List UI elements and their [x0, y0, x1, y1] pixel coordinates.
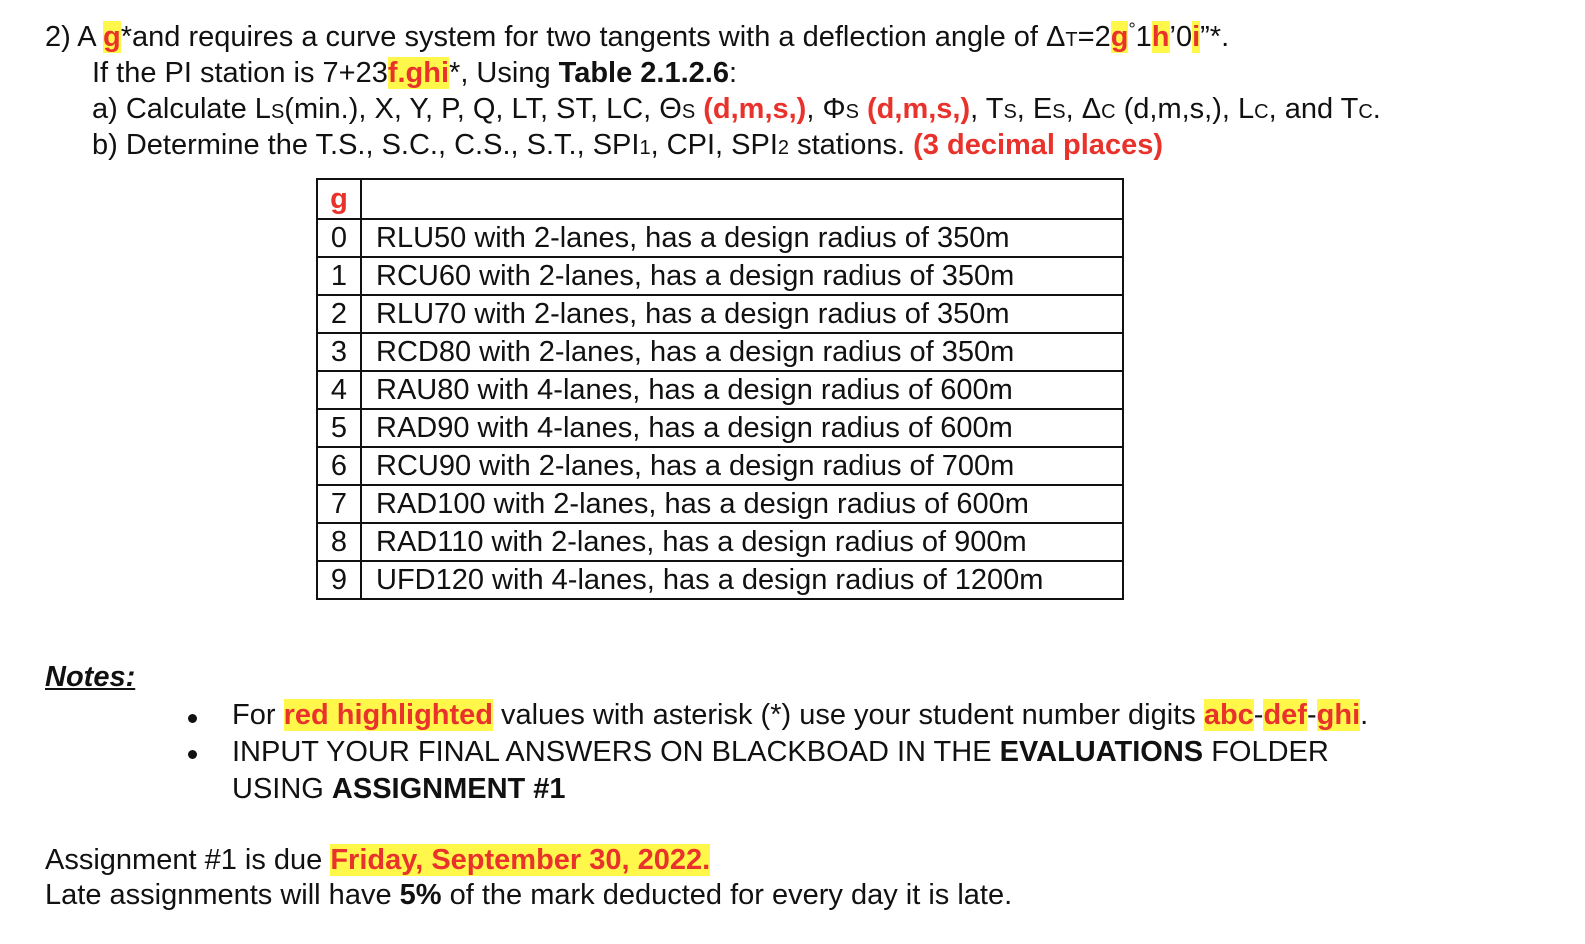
- qa-part: , Φ: [806, 93, 846, 125]
- note-bullet-2-cont: [232, 772, 566, 806]
- qa-sub: C: [1254, 101, 1269, 123]
- q2-prefix: If the PI station is 7+23: [92, 57, 388, 89]
- qa-part: , Δ: [1065, 93, 1102, 125]
- note-bullet-1: [232, 698, 1368, 732]
- digits-abc: abc: [1203, 699, 1254, 731]
- qa-part: , and T: [1268, 93, 1359, 125]
- qa-red-dms: (d,m,s,): [858, 93, 971, 125]
- q1-eq: =2: [1077, 21, 1111, 53]
- table-row: [317, 409, 1123, 447]
- row-description: RCD80 with 2-lanes, has a design radius of 350m: [361, 333, 1123, 371]
- table-header-key: g: [317, 179, 361, 219]
- decimal-places-note: (3 decimal places): [913, 129, 1163, 161]
- var-h: h: [1151, 21, 1170, 53]
- table-row: [317, 371, 1123, 409]
- qa-part: (min.), X, Y, P, Q, LT, ST, LC, Θ: [284, 93, 682, 125]
- row-description: RLU50 with 2-lanes, has a design radius of 350m: [361, 219, 1123, 257]
- row-description: RAD90 with 4-lanes, has a design radius of 600m: [361, 409, 1123, 447]
- qb-tail: stations.: [789, 129, 914, 161]
- qa-sub: S: [1003, 101, 1017, 123]
- row-key: 8: [317, 523, 361, 561]
- qa-part: , T: [970, 93, 1004, 125]
- table-header-value: [361, 179, 1123, 219]
- late-suffix: of the mark deducted for every day it is late.: [441, 879, 1013, 911]
- qa-sub: S: [681, 101, 696, 123]
- q2-mid: *, Using: [449, 57, 559, 89]
- var-fghi: f.ghi: [387, 57, 450, 89]
- q1-prefix: 2) A: [45, 21, 104, 53]
- qa-sub: S: [270, 101, 285, 123]
- row-description: RCU90 with 2-lanes, has a design radius of 700m: [361, 447, 1123, 485]
- row-key: 9: [317, 561, 361, 599]
- qa-sub: C: [1358, 101, 1373, 123]
- q1-num: 1: [1135, 21, 1152, 53]
- qa-sub: S: [845, 101, 859, 123]
- digits-def: def: [1263, 699, 1307, 731]
- n2-bold: EVALUATIONS: [999, 736, 1204, 768]
- row-key: 1: [317, 257, 361, 295]
- row-key: 7: [317, 485, 361, 523]
- row-description: RCU60 with 2-lanes, has a design radius of 350m: [361, 257, 1123, 295]
- qa-part: , E: [1016, 93, 1053, 125]
- notes-heading-text: Notes:: [45, 661, 136, 693]
- table-row: [317, 219, 1123, 257]
- bullet-dot-icon: [188, 750, 197, 759]
- q1-mid: *and requires a curve system for two tangents with a deflection angle of Δ: [120, 21, 1066, 53]
- n1-prefix: For: [232, 699, 284, 731]
- n1-red-highlight: red highlighted: [283, 699, 493, 731]
- digits-ghi: ghi: [1316, 699, 1361, 731]
- var-g: g: [103, 21, 121, 53]
- notes-heading: [45, 660, 135, 694]
- qb-prefix: b) Determine the T.S., S.C., C.S., S.T., SPI: [92, 129, 640, 161]
- var-g-deg: g: [1110, 21, 1129, 53]
- n2b-prefix: USING: [232, 773, 332, 805]
- table-row: [317, 561, 1123, 599]
- row-key: 5: [317, 409, 361, 447]
- due-prefix: Assignment #1 is due: [45, 844, 331, 876]
- row-description: RAU80 with 4-lanes, has a design radius of 600m: [361, 371, 1123, 409]
- row-key: 3: [317, 333, 361, 371]
- row-key: 6: [317, 447, 361, 485]
- late-percent: 5%: [399, 879, 442, 911]
- question-line-2: [92, 56, 737, 90]
- bullet-dot-icon: [188, 714, 197, 723]
- q1-min: ’0: [1169, 21, 1193, 53]
- design-radius-table: [316, 178, 1124, 600]
- var-i: i: [1192, 21, 1201, 53]
- table-row: [317, 485, 1123, 523]
- n2-prefix: INPUT YOUR FINAL ANSWERS ON BLACKBOAD IN THE: [232, 736, 1000, 768]
- row-key: 2: [317, 295, 361, 333]
- degree-sign: °: [1128, 19, 1136, 40]
- due-date: Friday, September 30, 2022.: [330, 844, 711, 876]
- qa-part: (d,m,s,), L: [1115, 93, 1255, 125]
- q1-tail: ”*.: [1200, 21, 1230, 53]
- note-bullet-2: [232, 735, 1329, 769]
- question-line-1: [45, 20, 1229, 57]
- n1-mid: values with asterisk (*) use your student number digits: [493, 699, 1204, 731]
- table-row: [317, 333, 1123, 371]
- qb-mid: , CPI, SPI: [650, 129, 778, 161]
- qa-end: .: [1372, 93, 1381, 125]
- n1-dash: -: [1253, 699, 1264, 731]
- table-reference: Table 2.1.2.6: [558, 57, 729, 89]
- table-header-row: [317, 179, 1123, 219]
- qa-sub: S: [1052, 101, 1066, 123]
- sub-t: T: [1065, 29, 1078, 51]
- question-part-b: [92, 128, 1163, 165]
- question-part-a: [92, 92, 1381, 129]
- n2b-bold: ASSIGNMENT #1: [331, 773, 566, 805]
- row-description: RAD110 with 2-lanes, has a design radius of 900m: [361, 523, 1123, 561]
- qa-red-dms: (d,m,s,): [695, 93, 807, 125]
- n1-dash: -: [1306, 699, 1317, 731]
- n2-suffix: FOLDER: [1203, 736, 1329, 768]
- due-date-line: [45, 843, 710, 877]
- q2-tail: :: [728, 57, 738, 89]
- table-row: [317, 447, 1123, 485]
- n1-end: .: [1360, 699, 1369, 731]
- qb-sub: 2: [777, 137, 790, 159]
- row-description: RLU70 with 2-lanes, has a design radius of 350m: [361, 295, 1123, 333]
- row-key: 4: [317, 371, 361, 409]
- qb-sub: 1: [639, 137, 651, 159]
- row-key: 0: [317, 219, 361, 257]
- qa-sub: C: [1101, 101, 1116, 123]
- table-row: [317, 257, 1123, 295]
- row-description: RAD100 with 2-lanes, has a design radius of 600m: [361, 485, 1123, 523]
- row-description: UFD120 with 4-lanes, has a design radius of 1200m: [361, 561, 1123, 599]
- late-prefix: Late assignments will have: [45, 879, 400, 911]
- qa-prefix: a) Calculate L: [92, 93, 271, 125]
- late-policy-line: [45, 878, 1012, 912]
- table-row: [317, 523, 1123, 561]
- table-row: [317, 295, 1123, 333]
